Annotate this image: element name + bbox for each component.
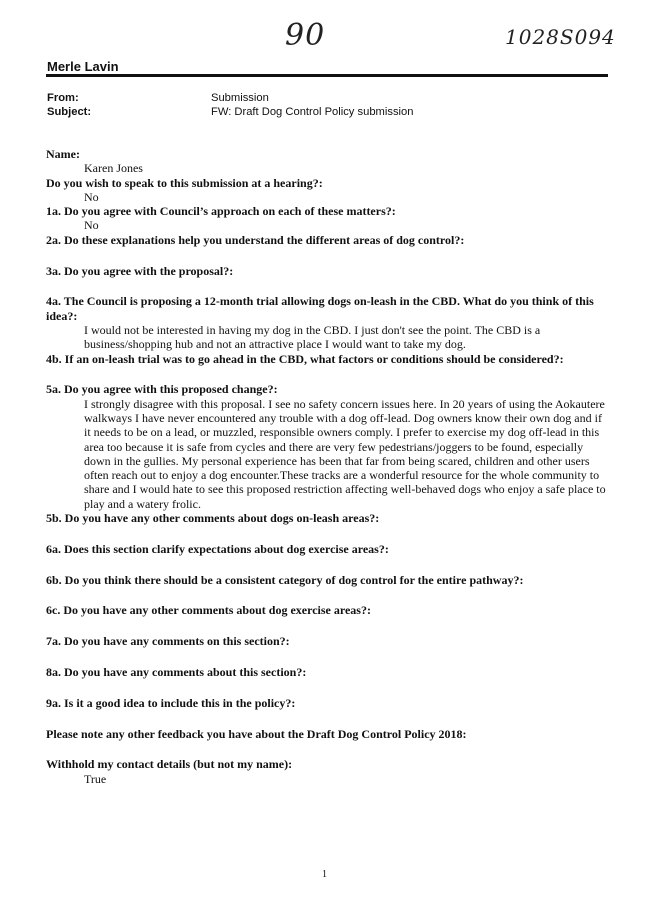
- answer-5a: I strongly disagree with this proposal. I see no safety concern issues here. In 20 years of using the Aokautere walkways I have never encountered any trouble with a dog off-lead. Dog owners know their own dog and if it needs to be on a lead, or muzzled, responsible owners comply. I prefer to exercise my dog off-lead in this area too because it is safe from cycles and there are very few pedestrians/joggers to be found, especially down in the gullies. My personal experience has been that far from being scared, children and other users often reach out to enjoy a dog encounter.These tracks are a wonderful resource for the whole community to share and I would hate to see this proposed restriction affecting well-behaved dogs who enjoy a safe place to play and a watery frolic.: [84, 396, 606, 511]
- answer-name: Karen Jones: [84, 161, 143, 176]
- question-6b: 6b. Do you think there should be a consistent category of dog control for the entire pathway?:: [46, 572, 524, 587]
- question-7a: 7a. Do you have any comments on this section?:: [46, 634, 290, 649]
- question-6c: 6c. Do you have any other comments about dog exercise areas?:: [46, 603, 371, 618]
- subject-label: Subject:: [47, 106, 92, 118]
- question-6a: 6a. Does this section clarify expectations about dog exercise areas?:: [46, 541, 389, 556]
- handwritten-page-mark: 90: [285, 18, 326, 53]
- submission-form: [46, 147, 611, 786]
- from-value: Submission: [211, 92, 269, 104]
- question-other-feedback: Please note any other feedback you have about the Draft Dog Control Policy 2018:: [46, 726, 467, 741]
- handwritten-reference-number: 1028S094: [505, 25, 616, 49]
- from-label: From:: [47, 92, 79, 104]
- answer-4a: I would not be interested in having my dog in the CBD. I just don't see the point. The CBD is a business/shopping hub and not an attractive place I would want to take my dog.: [84, 322, 541, 352]
- subject-value: FW: Draft Dog Control Policy submission: [211, 106, 414, 118]
- question-withhold-details: Withhold my contact details (but not my name):: [46, 757, 293, 772]
- question-9a: 9a. Is it a good idea to include this in the policy?:: [46, 695, 296, 710]
- question-5b: 5b. Do you have any other comments about dogs on-leash areas?:: [46, 511, 380, 526]
- answer-withhold-details: True: [84, 771, 107, 786]
- question-4a: 4a. The Council is proposing a 12-month trial allowing dogs on-leash in the CBD. What do you think of this idea?:: [46, 294, 594, 323]
- question-5a: 5a. Do you agree with this proposed change?:: [46, 382, 278, 397]
- question-name: Name:: [46, 147, 80, 161]
- page-number: 1: [322, 869, 327, 880]
- sender-name: Merle Lavin: [47, 59, 119, 74]
- question-3a: 3a. Do you agree with the proposal?:: [46, 263, 234, 278]
- question-hearing: Do you wish to speak to this submission at a hearing?:: [46, 175, 323, 190]
- question-2a: 2a. Do these explanations help you understand the different areas of dog control?:: [46, 232, 465, 247]
- question-4b: 4b. If an on-leash trial was to go ahead in the CBD, what factors or conditions should be considered?:: [46, 351, 564, 366]
- question-8a: 8a. Do you have any comments about this section?:: [46, 665, 307, 680]
- question-1a: 1a. Do you agree with Council’s approach on each of these matters?:: [46, 204, 396, 219]
- answer-1a: No: [84, 218, 99, 233]
- header-divider: [46, 74, 608, 77]
- answer-hearing: No: [84, 189, 99, 204]
